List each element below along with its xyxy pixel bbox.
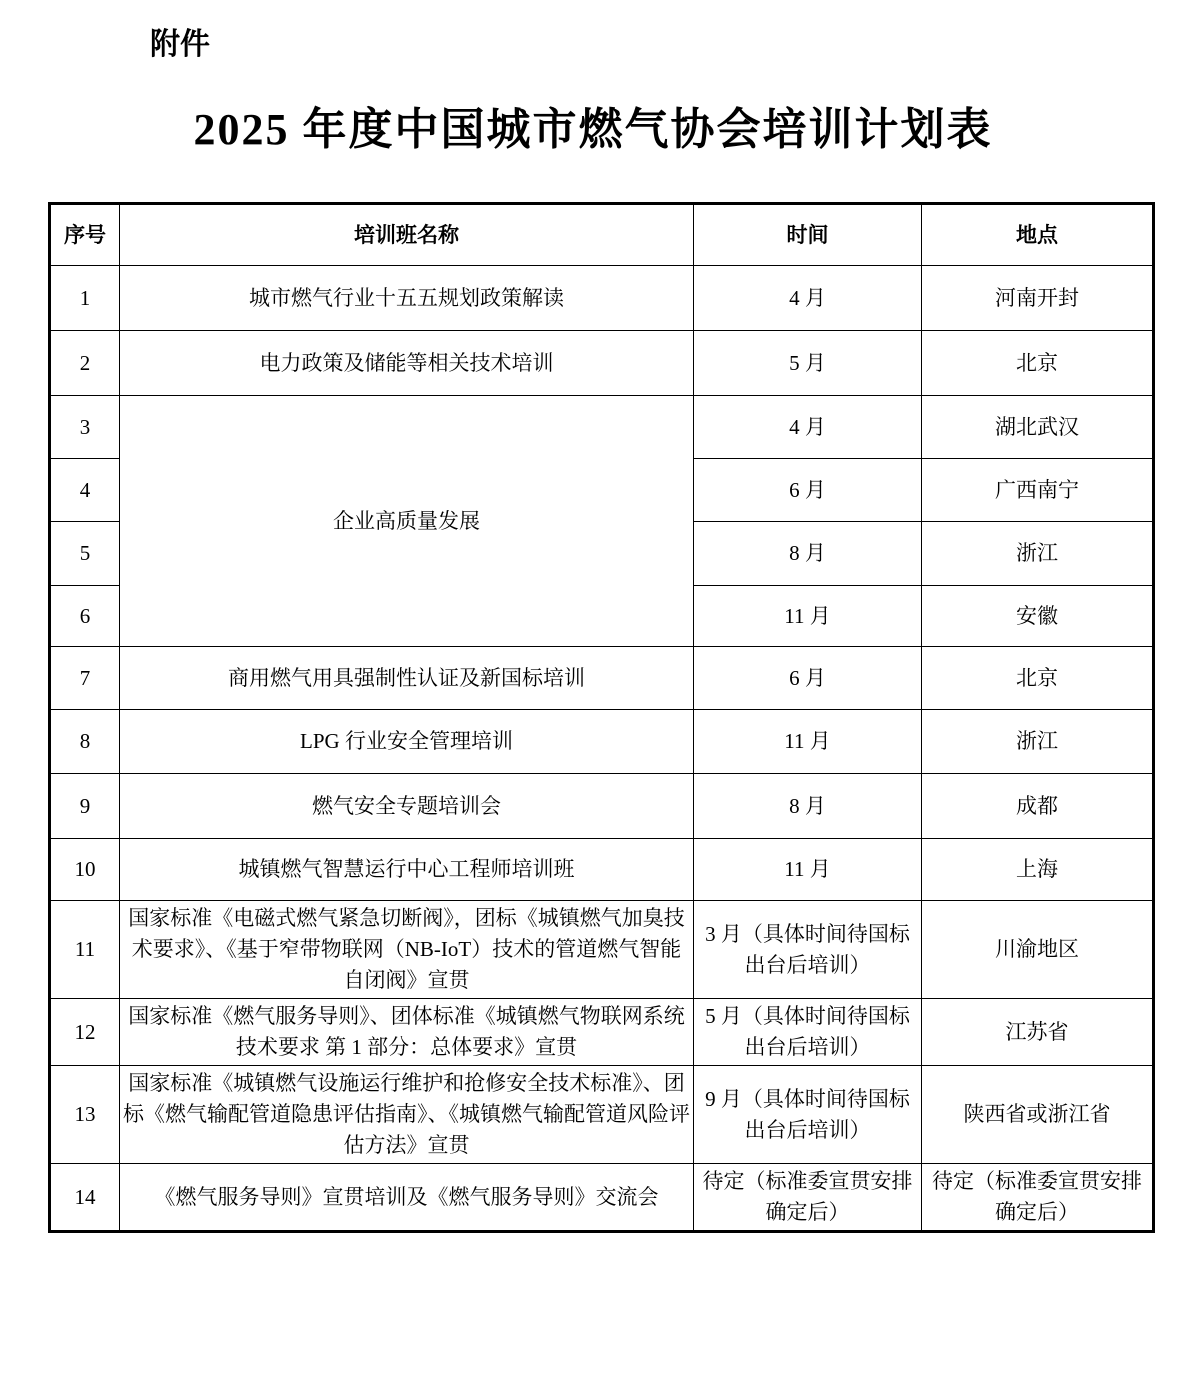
time-cell: 9 月（具体时间待国标出台后培训） bbox=[694, 1066, 922, 1164]
time-cell: 8 月 bbox=[694, 522, 922, 586]
location-cell: 待定（标准委宣贯安排确定后） bbox=[922, 1164, 1154, 1232]
name-cell: 国家标准《城镇燃气设施运行维护和抢修安全技术标准》、团标《燃气输配管道隐患评估指南》、《城镇燃气输配管道风险评估方法》宣贯 bbox=[120, 1066, 694, 1164]
name-cell: 国家标准《电磁式燃气紧急切断阀》，团标《城镇燃气加臭技术要求》、《基于窄带物联网（NB-IoT）技术的管道燃气智能自闭阀》宣贯 bbox=[120, 901, 694, 999]
location-cell: 浙江 bbox=[922, 710, 1154, 774]
table-header-row bbox=[50, 204, 1154, 266]
location-cell: 湖北武汉 bbox=[922, 396, 1154, 459]
location-cell: 安徽 bbox=[922, 586, 1154, 647]
table-row bbox=[50, 901, 1154, 999]
table-row bbox=[50, 710, 1154, 774]
name-cell: 商用燃气用具强制性认证及新国标培训 bbox=[120, 647, 694, 710]
time-cell: 6 月 bbox=[694, 459, 922, 522]
time-cell: 11 月 bbox=[694, 839, 922, 901]
serial-cell: 5 bbox=[50, 522, 120, 586]
location-cell: 北京 bbox=[922, 647, 1154, 710]
table-row bbox=[50, 266, 1154, 331]
name-cell: 国家标准《燃气服务导则》、团体标准《城镇燃气物联网系统技术要求 第 1 部分：总体要求》宣贯 bbox=[120, 999, 694, 1066]
serial-cell: 7 bbox=[50, 647, 120, 710]
table-row bbox=[50, 331, 1154, 396]
location-cell: 河南开封 bbox=[922, 266, 1154, 331]
training-plan-table bbox=[48, 202, 1155, 1233]
location-cell: 浙江 bbox=[922, 522, 1154, 586]
header-serial: 序号 bbox=[50, 204, 120, 266]
header-name: 培训班名称 bbox=[120, 204, 694, 266]
table-row bbox=[50, 1164, 1154, 1232]
serial-cell: 10 bbox=[50, 839, 120, 901]
name-cell-merged: 企业高质量发展 bbox=[120, 396, 694, 647]
time-cell: 8 月 bbox=[694, 774, 922, 839]
table-row bbox=[50, 774, 1154, 839]
location-cell: 广西南宁 bbox=[922, 459, 1154, 522]
name-cell: 电力政策及储能等相关技术培训 bbox=[120, 331, 694, 396]
time-cell: 4 月 bbox=[694, 396, 922, 459]
table-row bbox=[50, 396, 1154, 459]
name-cell: 《燃气服务导则》宣贯培训及《燃气服务导则》交流会 bbox=[120, 1164, 694, 1232]
serial-cell: 11 bbox=[50, 901, 120, 999]
training-plan-table-container bbox=[48, 202, 1186, 1233]
serial-cell: 12 bbox=[50, 999, 120, 1066]
serial-cell: 4 bbox=[50, 459, 120, 522]
serial-cell: 13 bbox=[50, 1066, 120, 1164]
table-row bbox=[50, 999, 1154, 1066]
header-location: 地点 bbox=[922, 204, 1154, 266]
name-cell: LPG 行业安全管理培训 bbox=[120, 710, 694, 774]
time-cell: 5 月（具体时间待国标出台后培训） bbox=[694, 999, 922, 1066]
table-row bbox=[50, 647, 1154, 710]
table-row bbox=[50, 839, 1154, 901]
name-cell: 燃气安全专题培训会 bbox=[120, 774, 694, 839]
time-cell: 11 月 bbox=[694, 586, 922, 647]
name-cell: 城市燃气行业十五五规划政策解读 bbox=[120, 266, 694, 331]
location-cell: 江苏省 bbox=[922, 999, 1154, 1066]
serial-cell: 8 bbox=[50, 710, 120, 774]
time-cell: 3 月（具体时间待国标出台后培训） bbox=[694, 901, 922, 999]
location-cell: 上海 bbox=[922, 839, 1154, 901]
time-cell: 5 月 bbox=[694, 331, 922, 396]
location-cell: 北京 bbox=[922, 331, 1154, 396]
serial-cell: 2 bbox=[50, 331, 120, 396]
location-cell: 川渝地区 bbox=[922, 901, 1154, 999]
time-cell: 4 月 bbox=[694, 266, 922, 331]
time-cell: 6 月 bbox=[694, 647, 922, 710]
time-cell: 11 月 bbox=[694, 710, 922, 774]
header-time: 时间 bbox=[694, 204, 922, 266]
attachment-label: 附件 bbox=[150, 28, 210, 61]
name-cell: 城镇燃气智慧运行中心工程师培训班 bbox=[120, 839, 694, 901]
location-cell: 成都 bbox=[922, 774, 1154, 839]
table-row bbox=[50, 1066, 1154, 1164]
page-title: 2025 年度中国城市燃气协会培训计划表 bbox=[193, 105, 993, 154]
serial-cell: 9 bbox=[50, 774, 120, 839]
time-cell: 待定（标准委宣贯安排确定后） bbox=[694, 1164, 922, 1232]
location-cell: 陕西省或浙江省 bbox=[922, 1066, 1154, 1164]
serial-cell: 6 bbox=[50, 586, 120, 647]
serial-cell: 3 bbox=[50, 396, 120, 459]
serial-cell: 1 bbox=[50, 266, 120, 331]
serial-cell: 14 bbox=[50, 1164, 120, 1232]
